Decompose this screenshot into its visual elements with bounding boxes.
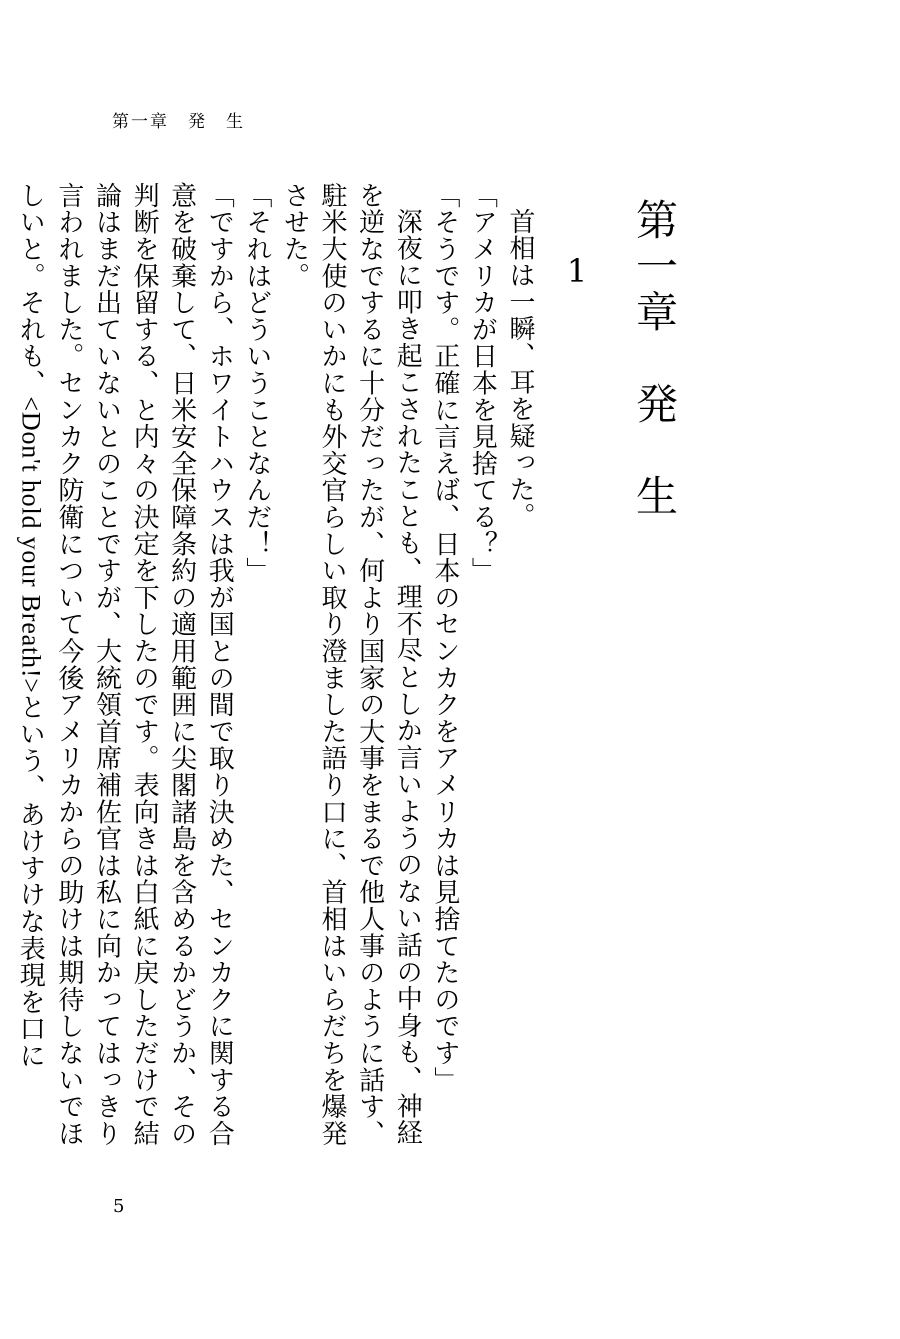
page-number: 5: [113, 1196, 125, 1217]
chapter-title: 第一章 発 生: [630, 198, 679, 520]
section-number: 1: [566, 252, 588, 290]
paragraph-5: 「それはどういうことなんだ！」: [241, 182, 272, 584]
paragraph-4: 深夜に叩き起こされたことも、理不尽としか言いようのない話の中身も、神経を逆なでするに十分だったが、何より国家の大事をまるで他人事のように話す、駐米大使のいかにも外交官らしい取り澄ました語り口に、首相はいらだちを爆発させた。: [279, 182, 423, 1147]
body-text: [15, 182, 538, 1172]
paragraph-2: 「アメリカが日本を見捨てる？」: [467, 182, 498, 584]
paragraph-1: 首相は一瞬、耳を疑った。: [505, 208, 535, 530]
english-quote: <Don't hold your Breath!>: [16, 396, 46, 694]
paragraph-6-continuation: という、あけすけな表現を口に: [15, 693, 46, 1069]
running-head: 第一章 発 生: [112, 112, 245, 132]
paragraph-6: [11, 182, 238, 1172]
paragraph-6-text: 「ですから、ホワイトハウスは我が国との間で取り決めた、センカクに関する合意を破棄して、日米安全保障条約の適用範囲に尖閣諸島を含めるかどうか、その判断を保留する、と内々の決定を下したのです。表向きは白紙に戻しただけで結論はまだ出ていないとのことですが、大統領首席補佐官は私に向かってはっきり言われました。センカク防衛について今後アメリカからの助けは期待しないでほしいと。それも、: [15, 182, 235, 1147]
paragraph-3: 「そうです。正確に言えば、日本のセンカクをアメリカは見捨てたのです」: [429, 182, 460, 1094]
